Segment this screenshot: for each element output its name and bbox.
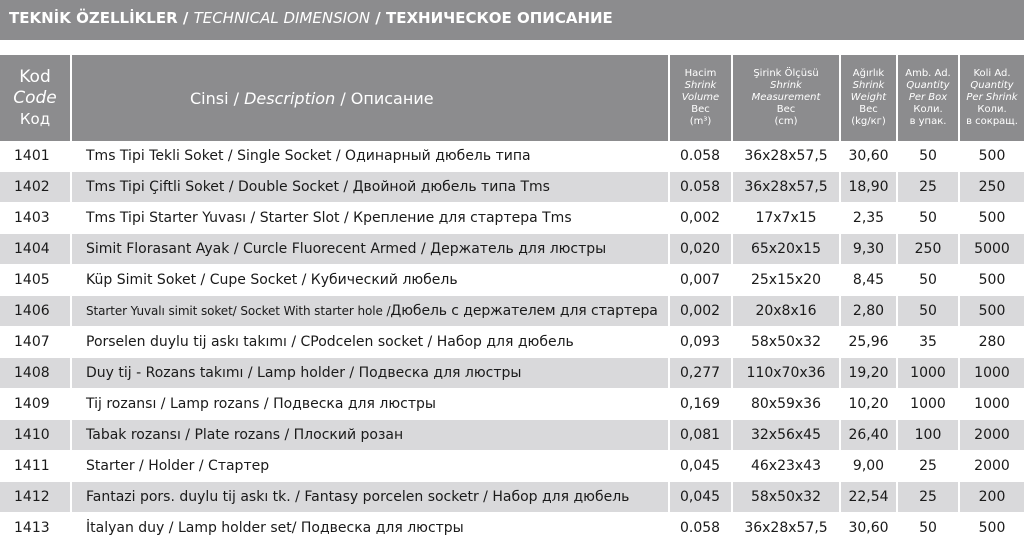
- cell-shrink-size: 58x50x32: [731, 327, 839, 358]
- desc-en: Holder /: [148, 458, 209, 474]
- cell-code: 1405: [0, 265, 70, 296]
- cell-description: [70, 234, 668, 265]
- cell-volume: 0,007: [668, 265, 731, 296]
- desc-en: Lamp holder /: [257, 365, 359, 381]
- desc-en: Lamp rozans /: [169, 396, 274, 412]
- header-volume-en2: Volume: [681, 92, 720, 103]
- header-volume-tr: Hacim: [684, 68, 717, 79]
- cell-description: [70, 513, 668, 544]
- cell-weight: 2,80: [839, 296, 896, 327]
- cell-description: [70, 389, 668, 420]
- desc-en: Curcle Fluorecent Armed /: [243, 241, 431, 257]
- header-case-en2: Per Shrink: [966, 92, 1018, 103]
- cell-case-qty: 5000: [958, 234, 1024, 265]
- header-weight: [839, 55, 896, 141]
- cell-shrink-size: 110x70x36: [731, 358, 839, 389]
- cell-code: 1403: [0, 203, 70, 234]
- desc-en: Socket With starter hole /: [240, 304, 391, 318]
- header-box-en2: Per Box: [908, 92, 948, 103]
- cell-volume: 0.058: [668, 141, 731, 172]
- desc-tr: İtalyan duy /: [86, 520, 178, 536]
- cell-box-qty: 25: [896, 451, 958, 482]
- cell-description: [70, 327, 668, 358]
- desc-en: Plate rozans /: [194, 427, 294, 443]
- table-header-row: [0, 55, 1024, 141]
- desc-en: Double Socket /: [238, 179, 353, 195]
- cell-volume: 0.058: [668, 513, 731, 544]
- desc-en: CPodcelen socket /: [300, 334, 437, 350]
- cell-volume: 0,093: [668, 327, 731, 358]
- desc-tr: Küp Simit Soket /: [86, 272, 210, 288]
- cell-box-qty: 50: [896, 296, 958, 327]
- cell-weight: 18,90: [839, 172, 896, 203]
- table-row: [0, 513, 1024, 544]
- desc-ru: Подвеска для люстры: [300, 520, 464, 536]
- header-case-tr: Koli Ad.: [973, 68, 1011, 79]
- cell-code: 1413: [0, 513, 70, 544]
- cell-case-qty: 200: [958, 482, 1024, 513]
- header-weight-en1: Shrink: [852, 80, 885, 91]
- cell-code: 1408: [0, 358, 70, 389]
- cell-weight: 19,20: [839, 358, 896, 389]
- desc-ru: Одинарный дюбель типа: [345, 148, 531, 164]
- cell-volume: 0,081: [668, 420, 731, 451]
- table-row: [0, 296, 1024, 327]
- cell-case-qty: 1000: [958, 358, 1024, 389]
- title-tr: TEKNİK ÖZELLİKLER /: [9, 9, 194, 27]
- spec-table: [0, 55, 1024, 544]
- desc-tr: Tabak rozansı /: [86, 427, 195, 443]
- cell-description: [70, 296, 668, 327]
- desc-tr: Simit Florasant Ayak /: [86, 241, 243, 257]
- cell-weight: 22,54: [839, 482, 896, 513]
- header-shrink-unit: (cm): [774, 116, 798, 127]
- table-row: [0, 203, 1024, 234]
- cell-box-qty: 35: [896, 327, 958, 358]
- header-box-ru1: Коли.: [913, 104, 943, 115]
- cell-weight: 25,96: [839, 327, 896, 358]
- header-box-qty: [896, 55, 958, 141]
- header-shrink-ru: Вес: [776, 104, 796, 115]
- desc-tr: Tms Tipi Çiftli Soket /: [86, 179, 239, 195]
- cell-case-qty: 500: [958, 513, 1024, 544]
- desc-en: Lamp holder set/: [177, 520, 301, 536]
- cell-box-qty: 100: [896, 420, 958, 451]
- header-weight-en2: Weight: [850, 92, 887, 103]
- cell-case-qty: 500: [958, 296, 1024, 327]
- title-en: TECHNICAL DIMENSION: [193, 9, 371, 27]
- cell-volume: 0,277: [668, 358, 731, 389]
- cell-box-qty: 1000: [896, 389, 958, 420]
- header-case-en1: Quantity: [970, 80, 1014, 91]
- cell-volume: 0,045: [668, 482, 731, 513]
- desc-en: Fantasy porcelen socketr /: [304, 489, 493, 505]
- desc-tr: Tij rozansı /: [86, 396, 170, 412]
- header-weight-ru: Вес: [859, 104, 878, 115]
- header-case-ru2: в сокращ.: [966, 116, 1018, 127]
- cell-shrink-size: 65x20x15: [731, 234, 839, 265]
- desc-tr: Starter /: [86, 458, 149, 474]
- header-weight-tr: Ağırlık: [852, 68, 885, 79]
- cell-shrink-size: 46x23x43: [731, 451, 839, 482]
- desc-ru: Подвеска для люстры: [273, 396, 436, 412]
- cell-code: 1410: [0, 420, 70, 451]
- cell-volume: 0.058: [668, 172, 731, 203]
- title-bar: [0, 0, 1024, 40]
- desc-ru: Держатель для люстры: [430, 241, 607, 257]
- desc-en: Single Socket /: [237, 148, 346, 164]
- header-shrink-en1: Shrink: [770, 80, 802, 91]
- cell-description: [70, 482, 668, 513]
- header-shrink-tr: Şirink Ölçüsü: [753, 68, 819, 79]
- table-row: [0, 327, 1024, 358]
- cell-shrink-size: 36x28x57,5: [731, 172, 839, 203]
- desc-tr: Tms Tipi Starter Yuvası /: [86, 210, 260, 226]
- cell-weight: 9,30: [839, 234, 896, 265]
- header-code: [0, 55, 70, 141]
- cell-case-qty: 500: [958, 265, 1024, 296]
- cell-box-qty: 50: [896, 141, 958, 172]
- cell-box-qty: 50: [896, 265, 958, 296]
- desc-ru: Подвеска для люстры: [358, 365, 522, 381]
- desc-ru: Стартер: [208, 458, 270, 474]
- header-code-en: Code: [13, 87, 57, 108]
- header-case-ru1: Коли.: [977, 104, 1007, 115]
- cell-case-qty: 500: [958, 203, 1024, 234]
- cell-code: 1412: [0, 482, 70, 513]
- header-desc-tr: Cinsi /: [190, 88, 245, 108]
- cell-description: [70, 451, 668, 482]
- cell-box-qty: 1000: [896, 358, 958, 389]
- cell-box-qty: 50: [896, 513, 958, 544]
- cell-weight: 8,45: [839, 265, 896, 296]
- cell-weight: 30,60: [839, 141, 896, 172]
- cell-code: 1411: [0, 451, 70, 482]
- cell-case-qty: 1000: [958, 389, 1024, 420]
- desc-ru: Двойной дюбель типа Tms: [352, 179, 550, 195]
- table-row: [0, 420, 1024, 451]
- table-row: [0, 141, 1024, 172]
- desc-ru: Плоский розан: [293, 427, 404, 443]
- cell-case-qty: 250: [958, 172, 1024, 203]
- cell-code: 1407: [0, 327, 70, 358]
- header-volume-unit: (m³): [689, 116, 712, 127]
- cell-volume: 0,169: [668, 389, 731, 420]
- cell-box-qty: 25: [896, 172, 958, 203]
- header-box-tr: Amb. Ad.: [905, 68, 951, 79]
- header-case-qty: [958, 55, 1024, 141]
- cell-code: 1409: [0, 389, 70, 420]
- cell-shrink-size: 17x7x15: [731, 203, 839, 234]
- cell-description: [70, 265, 668, 296]
- cell-case-qty: 2000: [958, 420, 1024, 451]
- table-row: [0, 389, 1024, 420]
- header-desc-ru: / Описание: [335, 88, 434, 108]
- desc-ru: Крепление для стартера Tms: [353, 210, 572, 226]
- header-desc-en: Description: [244, 88, 336, 108]
- header-box-ru2: в упак.: [909, 116, 947, 127]
- cell-weight: 26,40: [839, 420, 896, 451]
- cell-volume: 0,002: [668, 296, 731, 327]
- cell-box-qty: 250: [896, 234, 958, 265]
- header-description: [70, 55, 668, 141]
- page-title: [9, 9, 613, 27]
- header-volume-ru: Вес: [691, 104, 710, 115]
- desc-ru: Набор для дюбель: [436, 334, 574, 350]
- cell-case-qty: 2000: [958, 451, 1024, 482]
- header-volume: [668, 55, 731, 141]
- table-body: [0, 141, 1024, 544]
- cell-code: 1406: [0, 296, 70, 327]
- cell-volume: 0,020: [668, 234, 731, 265]
- cell-code: 1404: [0, 234, 70, 265]
- table-row: [0, 234, 1024, 265]
- table-row: [0, 358, 1024, 389]
- cell-shrink-size: 36x28x57,5: [731, 513, 839, 544]
- desc-tr: Duy tij - Rozans takımı /: [86, 365, 258, 381]
- header-shrink: [731, 55, 839, 141]
- desc-en: Starter Slot /: [259, 210, 354, 226]
- desc-tr: Tms Tipi Tekli Soket /: [86, 148, 238, 164]
- desc-tr: Starter Yuvalı simit soket/: [86, 304, 241, 318]
- table-row: [0, 265, 1024, 296]
- cell-shrink-size: 20x8x16: [731, 296, 839, 327]
- cell-shrink-size: 36x28x57,5: [731, 141, 839, 172]
- cell-weight: 9,00: [839, 451, 896, 482]
- desc-en: Cupe Socket /: [209, 272, 311, 288]
- cell-shrink-size: 32x56x45: [731, 420, 839, 451]
- cell-description: [70, 203, 668, 234]
- table-row: [0, 451, 1024, 482]
- cell-box-qty: 25: [896, 482, 958, 513]
- cell-shrink-size: 25x15x20: [731, 265, 839, 296]
- desc-ru: Набор для дюбель: [492, 489, 630, 505]
- cell-volume: 0,002: [668, 203, 731, 234]
- cell-weight: 2,35: [839, 203, 896, 234]
- cell-description: [70, 141, 668, 172]
- cell-code: 1402: [0, 172, 70, 203]
- cell-code: 1401: [0, 141, 70, 172]
- cell-description: [70, 358, 668, 389]
- header-weight-unit: (kg/кг): [851, 116, 886, 127]
- cell-weight: 30,60: [839, 513, 896, 544]
- desc-ru: Кубический любель: [310, 272, 458, 288]
- cell-shrink-size: 80x59x36: [731, 389, 839, 420]
- cell-case-qty: 280: [958, 327, 1024, 358]
- header-box-en1: Quantity: [906, 80, 950, 91]
- title-ru: / ТЕХНИЧЕСКОЕ ОПИСАНИЕ: [370, 9, 613, 27]
- header-volume-en1: Shrink: [684, 80, 717, 91]
- cell-weight: 10,20: [839, 389, 896, 420]
- cell-box-qty: 50: [896, 203, 958, 234]
- desc-tr: Porselen duylu tij askı takımı /: [86, 334, 301, 350]
- cell-description: [70, 172, 668, 203]
- table-row: [0, 172, 1024, 203]
- header-code-tr: Kod: [19, 66, 51, 87]
- table-row: [0, 482, 1024, 513]
- header-shrink-en2: Measurement: [751, 92, 821, 103]
- desc-ru: Дюбель с держателем для стартера: [390, 303, 658, 319]
- cell-description: [70, 420, 668, 451]
- cell-shrink-size: 58x50x32: [731, 482, 839, 513]
- cell-volume: 0,045: [668, 451, 731, 482]
- desc-tr: Fantazi pors. duylu tij askı tk. /: [86, 489, 305, 505]
- cell-case-qty: 500: [958, 141, 1024, 172]
- header-code-ru: Код: [19, 109, 51, 128]
